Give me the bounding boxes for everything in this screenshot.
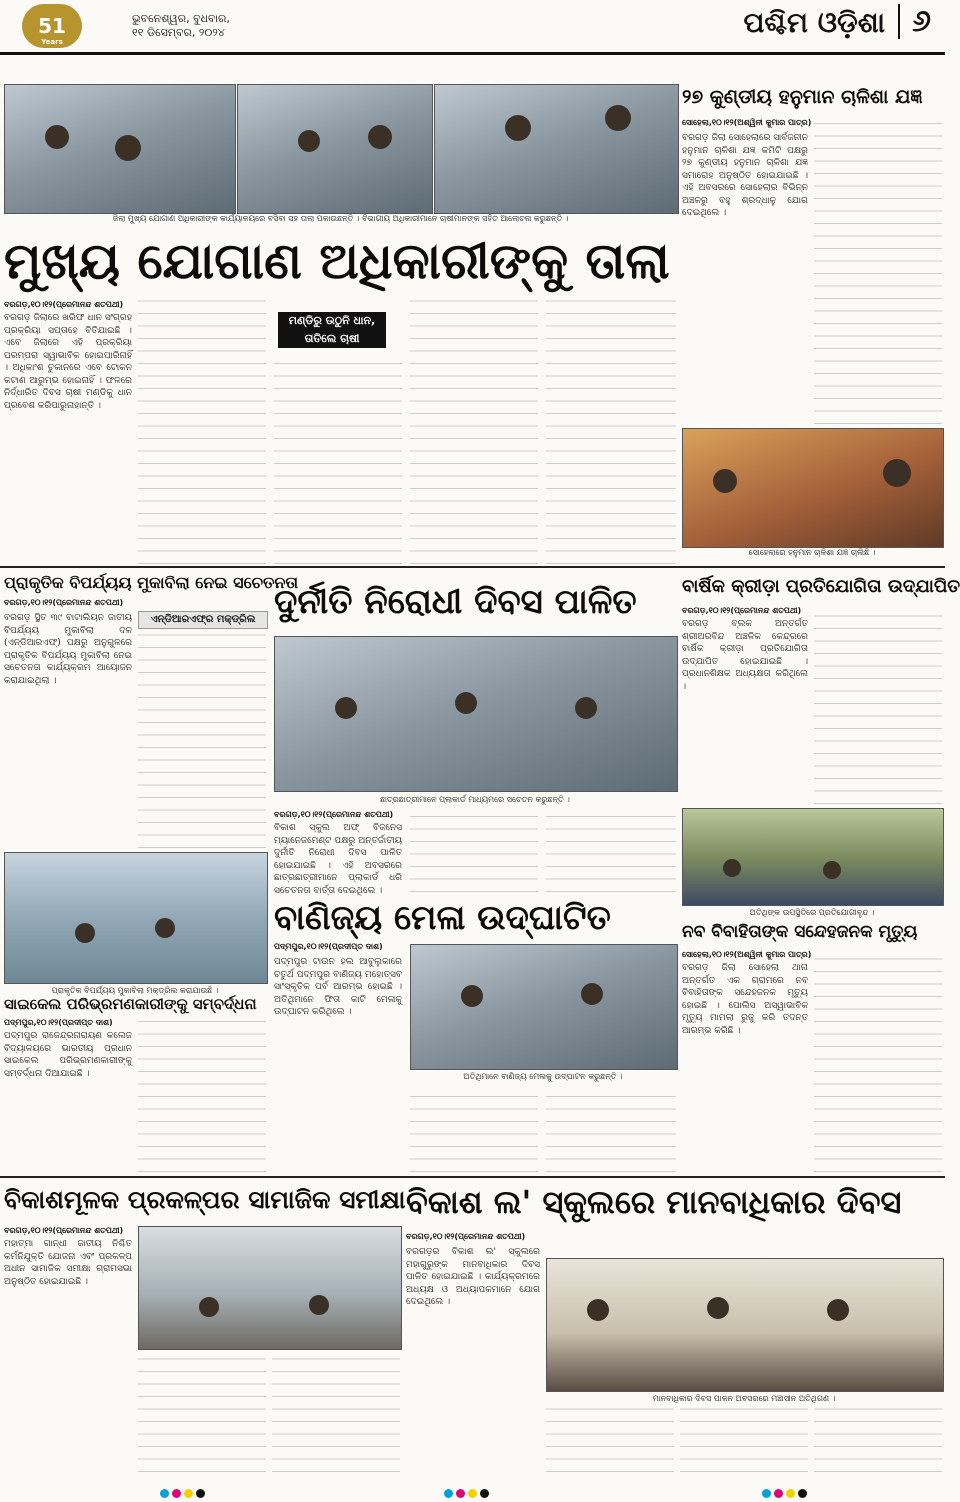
story6-body-col1: ପଦ୍ମପୁର ରାଜେନ୍ଦ୍ରନାରାୟଣ କଲେଜ ବିଦ୍ୟାଳୟରେ ଭାରତୀୟ ପ୍ରଧାନ ସାଇକେଲ ପରିଭ୍ରମଣକାରୀଙ୍କୁ ସମ୍ବର୍ଦ୍ଧନା ଦିଆଯାଇଛି । (4, 1031, 132, 1079)
story2-body-col2 (814, 118, 942, 424)
story2-byline: ସୋହେଲା,୧୦।୧୨(ଅଶ୍ୱିନୀ କୁମାର ପାତ୍ର) (682, 118, 812, 127)
story1-body-col3 (274, 352, 402, 564)
story9-body-col1: ମହାତ୍ମା ଗାନ୍ଧୀ ଜାତୀୟ ନିଶ୍ଚିତ କର୍ମନିଯୁକ୍ତି ଯୋଜନା ଏବଂ ପ୍ରକଳ୍ପ ଅଧୀନ ସାମାଜିକ ସମୀକ୍ଷା ଗ୍ରାମସଭା ଅନୁଷ୍ଠିତ ହୋଇଯାଇଛି । (4, 1239, 132, 1287)
yellow-dot (184, 1489, 193, 1498)
story6-byline: ପଦ୍ମପୁର,୧୦।୧୨(ପ୍ରଦୀପ୍ତ ଦାଶ) (4, 1018, 113, 1027)
story3-body-col1: ବରଗଡ଼ ସ୍ଥିତ ୩୯ ବାଟାଲିୟନ ଜାତୀୟ ବିପର୍ଯ୍ୟୟ ମୁକାବିଲା ଦଳ (ଏନ୍‌ଡିଆରଏଫ୍‌) ପକ୍ଷରୁ ଅନୁଗୁଳରେ ପ୍ରାକୃତିକ ବିପର୍ଯ୍ୟୟ ମୁକାବିଲା ନେଇ ସଚେତନତା କାର୍ଯ୍ୟକ୍ରମ ଆୟୋଜନ କରାଯାଇଥିଲା । (4, 613, 132, 686)
color-dots-3 (762, 1483, 810, 1502)
story3-headline: ପ୍ରାକୃତିକ ବିପର୍ଯ୍ୟୟ ମୁକାବିଲା ନେଇ ସଚେତନତା (4, 573, 299, 592)
story4-caption: ଛାତ୍ରଛାତ୍ରୀମାନେ ପ୍ଲାକାର୍ଡ ମାଧ୍ୟମରେ ସଚେତନ କରୁଛନ୍ତି । (380, 795, 570, 804)
story10-photo (546, 1258, 944, 1392)
story4-photo (274, 636, 678, 792)
story1-photo-1 (4, 84, 236, 214)
cyan-dot (444, 1489, 453, 1498)
dateline (132, 12, 230, 40)
story1-byline: ବରଗଡ଼,୧୦।୧୨(ପ୍ରେମାନନ୍ଦ ଶତପଥୀ) (4, 300, 124, 309)
story6-body-col2 (138, 1018, 266, 1172)
story7-photo (410, 944, 678, 1070)
color-dots-1 (160, 1483, 208, 1502)
story10-body-col4 (814, 1408, 942, 1472)
story7-body-col1: ପଦ୍ମପୁର ଟାଉନ ହଲ ଆବୁଲୁକାରେ ଚତୁର୍ଥ ପଦ୍ମପୁର ବାଣିଜ୍ୟ ମହୋତ୍ସବ ସାଂସ୍କୃତିକ ପର୍ବ ଆରମ୍ଭ ହୋଇଛି । ଅତିଥିମାନେ ଫିତା କାଟି ମେଳାକୁ ଉଦ୍‌ଘାଟନ କରିଥିଲେ । (274, 957, 402, 1017)
story5-body-col1: ବରଗଡ଼ ବ୍ଲକ ଅନ୍ତର୍ଗତ ଶ୍ରୀଅରବିନ୍ଦ ଅଞ୍ଚଳିକ କେନ୍ଦ୍ରରେ ବାର୍ଷିକ କ୍ରୀଡ଼ା ପ୍ରତିଯୋଗିତା ଉଦ୍‌ଯାପିତ ହୋଇଯାଇଛି । ପ୍ରଧାନଶିକ୍ଷକ ଅଧ୍ୟକ୍ଷତା କରିଥିଲେ । (682, 619, 808, 692)
story4-body-col1: ବିକାଶ ସ୍କୁଲ ଅଫ୍ ବିଜନେସ ମ୍ୟାନେଜମେଣ୍ଟ ପକ୍ଷରୁ ଅନ୍ତର୍ଜାତୀୟ ଦୁର୍ନୀତି ନିରୋଧୀ ଦିବସ ପାଳିତ ହୋଇଯାଇଛି । ଏହି ଅବସରରେ ଛାତ୍ରଛାତ୍ରୀମାନେ ପ୍ଲାକାର୍ଡ ଧରି ସଚେତନତା ବାର୍ତ୍ତା ଦେଇଥିଲେ । (274, 823, 402, 896)
cyan-dot (762, 1489, 771, 1498)
magenta-dot (456, 1489, 465, 1498)
story1-body-col2 (138, 300, 266, 564)
story10-body-col1: ବରଗଡ଼ର ବିକାଶ ଲ' ସ୍କୁଲରେ ମହାଗୁରୁଙ୍କ ମାନବାଧିକାର ଦିବସ ପାଳିତ ହୋଇଯାଇଛି । କାର୍ଯ୍ୟକ୍ରମରେ ଅଧ୍ୟକ୍ଷ ଓ ଅଧ୍ୟାପକମାନେ ଯୋଗ ଦେଇଥିଲେ । (406, 1247, 540, 1307)
story2-photo (682, 428, 944, 548)
story9-headline: ବିକାଶମୂଳକ ପ୍ରକଳ୍ପର ସାମାଜିକ ସମୀକ୍ଷା (4, 1185, 406, 1214)
yellow-dot (786, 1489, 795, 1498)
section-title: ପଶ୍ଚିମ ଓଡ଼ିଶା (743, 6, 885, 39)
story2-body-col1: ବରଗଡ଼ ଜିଲା ସୋହେଲାରେ ସାର୍ବଜନୀନ ହନୁମାନ ଚାଳିଶା ଯଜ୍ଞ କମିଟି ପକ୍ଷରୁ ୨୭ କୁଣ୍ଡୀୟ ହନୁମାନ ଚାଳିଶା ଯଜ୍ଞ ସମାରୋହ ଅନୁଷ୍ଠିତ ହୋଇଯାଇଛି । ଏହି ଅବସରରେ ସୋହେଲାର ବିଭିନ୍ନ ଅଞ୍ଚଳରୁ ବହୁ ଶ୍ରଦ୍ଧାଳୁ ଯୋଗ ଦେଇଥିଲେ । (682, 133, 808, 218)
story8-body-col2 (814, 950, 942, 1172)
story10-body-col2 (546, 1408, 674, 1472)
story3-photo (4, 852, 268, 984)
story7-byline: ପଦ୍ମପୁର,୧୦।୧୨(ପ୍ରଦୀପ୍ତ ଦାଶ) (274, 942, 383, 951)
story9-body-col3 (272, 1352, 400, 1472)
story4-headline: ଦୁର୍ନୀତି ନିରୋଧୀ ଦିବସ ପାଳିତ (274, 582, 637, 622)
city-day: ଭୁବନେଶ୍ୱର, ବୁଧବାର, (132, 12, 230, 25)
story1-photo-3 (434, 84, 679, 214)
magenta-dot (172, 1489, 181, 1498)
story6-headline: ସାଇକେଲ ପରିଭ୍ରମଣକାରୀଙ୍କୁ ସମ୍ବର୍ଦ୍ଧନା (4, 995, 257, 1013)
story9-photo (138, 1226, 402, 1350)
story10-headline: ବିକାଶ ଲ' ସ୍କୁଲରେ ମାନବାଧିକାର ଦିବସ (406, 1183, 902, 1221)
black-dot (798, 1489, 807, 1498)
story9-byline: ବରଗଡ଼,୧୦।୧୨(ପ୍ରେମାନନ୍ଦ ଶତପଥୀ) (4, 1226, 124, 1235)
story1-body-col1: ବରଗଡ଼ ଜିଲାରେ ଖରିଫ ଧାନ ସଂଗ୍ରହ ପ୍ରକ୍ରିୟା ସପ୍ତାହେ ବିତିଯାଇଛି । ଏବେ ଜିଲାରେ ଏହି ପ୍ରକ୍ରିୟା ପରମ୍ପରା ସ୍ୱାଭାବିକ ହୋଇପାରିନାହିଁ । ଅଧିକାଂଶ ଚୁକାନରେ ଏବେ ଟୋକନ କଟାଣ ଆରୁମ୍ଭ ହୋଇନାହିଁ । ଫଳରେ ନିର୍ଦ୍ଧାରିତ ଦିବସ ଚାଷୀ ମଣ୍ଡିକୁ ଧାନ ପ୍ରବେଶ କରିପାରୁନାହାନ୍ତି । (4, 313, 132, 411)
story8-byline: ସୋହେଲା,୧୦।୧୨(ଅଶ୍ୱିନୀ କୁମାର ପାତ୍ର) (682, 950, 812, 959)
divider (0, 566, 945, 568)
story7-body-col2 (410, 1086, 538, 1172)
story5-caption: ଅତିଥିଙ୍କ ଉପସ୍ଥିତିରେ ପ୍ରତିଯୋଗୀବୃନ୍ଦ । (749, 908, 875, 917)
story8-headline: ନବ ବିବାହିତାଙ୍କ ସନ୍ଦେହଜନକ ମୃତ୍ୟୁ (682, 922, 918, 942)
color-dots-2 (444, 1483, 492, 1502)
story1-body-col4 (410, 300, 538, 564)
story3-tag: ଏନ୍‌ଡିଆରଏଫ୍‌ର ମକ୍‌ଡ୍ରିଲ (138, 611, 268, 629)
emblem-years: Years (41, 38, 63, 46)
story9-body-col2 (138, 1352, 266, 1472)
emblem-number: 51 (38, 14, 66, 38)
story8-body-col1: ବରଗଡ଼ ଜିଲା ସୋହେଲା ଥାନା ଅନ୍ତର୍ଗତ ଏକ ଗ୍ରାମରେ ନବ ବିବାହିତାଙ୍କ ସନ୍ଦେହଜନକ ମୃତ୍ୟୁ ହୋଇଛି । ପୋଲିସ ଅସ୍ୱାଭାବିକ ମୃତ୍ୟୁ ମାମଲା ରୁଜୁ କରି ତଦନ୍ତ ଆରମ୍ଭ କରିଛି । (682, 963, 808, 1036)
story1-body-col5 (546, 300, 676, 564)
story7-headline: ବାଣିଜ୍ୟ ମେଳା ଉଦ୍‌ଘାଟିତ (274, 898, 611, 938)
magenta-dot (774, 1489, 783, 1498)
story3-caption: ପ୍ରାକୃତିକ ବିପର୍ଯ୍ୟୟ ମୁକାବିଲା ମକ୍‌ଡ୍ରିଲ କରାଯାଉଛି । (51, 986, 219, 995)
story1-pullout: ମଣ୍ଡିରୁ ଉଠୁନି ଧାନ, ତାତିଲେ ଚାଷୀ (278, 312, 386, 348)
anniversary-emblem (22, 4, 82, 48)
issue-date: ୧୧ ଡିସେମ୍ବର, ୨୦୨୪ (132, 26, 225, 39)
print-registration-footer (0, 1476, 945, 1498)
cyan-dot (160, 1489, 169, 1498)
story4-byline: ବରଗଡ଼,୧୦।୧୨(ପ୍ରେମାନନ୍ଦ ଶତପଥୀ) (274, 810, 394, 819)
story1-headline: ମୁଖ୍ୟ ଯୋଗାଣ ଅଧିକାରୀଙ୍କୁ ତାଲା (4, 232, 670, 290)
story3-body-col2 (138, 630, 266, 848)
story1-caption: ଜିଲା ମୁଖ୍ୟ ଯୋଗାଣ ଅଧିକାରୀଙ୍କ କାର୍ଯ୍ୟାଳୟରେ ବସିବା ସହ ତାଲା ପକାଉଛନ୍ତି । ବିଭାଗୀୟ ଅଧିକାରୀମାନେ ଚାଷୀମାନଙ୍କ ସହିତ ଆଲୋଚନା କରୁଛନ୍ତି । (112, 214, 569, 223)
black-dot (196, 1489, 205, 1498)
story7-body-col3 (546, 1086, 676, 1172)
story5-body-col2 (814, 606, 942, 804)
story3-byline: ବରଗଡ଼,୧୦।୧୨(ପ୍ରେମାନନ୍ଦ ଶତପଥୀ) (4, 598, 124, 607)
story4-body-col3 (546, 810, 676, 892)
story2-headline: ୨୭ କୁଣ୍ଡୀୟ ହନୁମାନ ଚାଳିଶା ଯଜ୍ଞ (682, 86, 923, 108)
story7-caption: ଅତିଥିମାନେ ବାଣିଜ୍ୟ ମେଳାକୁ ଉଦ୍‌ଘାଟନ କରୁଛନ୍ତି । (463, 1072, 623, 1081)
story5-byline: ବରଗଡ଼,୧୦।୧୨(ପ୍ରେମାନନ୍ଦ ଶତପଥୀ) (682, 606, 802, 615)
story1-photo-2 (237, 84, 433, 214)
story10-body-col3 (680, 1408, 808, 1472)
story2-caption: ସୋହେଲାରେ ହନୁମାନ ଚାଳିଶା ଯଜ୍ଞ ଚାଲିଛି । (748, 548, 876, 557)
story5-photo (682, 808, 944, 906)
page-number: ୬ (898, 4, 931, 39)
black-dot (480, 1489, 489, 1498)
story10-caption: ମାନବାଧିକାର ଦିବସ ପାଳନ ଅବସରରେ ମଞ୍ଚାସୀନ ଅତିଥିଗଣ । (652, 1394, 836, 1403)
masthead (0, 0, 945, 55)
story4-body-col2 (410, 810, 538, 892)
story10-byline: ବରଗଡ଼,୧୦।୧୨(ପ୍ରେମାନନ୍ଦ ଶତପଥୀ) (406, 1232, 526, 1241)
yellow-dot (468, 1489, 477, 1498)
story5-headline: ବାର୍ଷିକ କ୍ରୀଡ଼ା ପ୍ରତିଯୋଗିତା ଉଦ୍‌ଯାପିତ (682, 576, 960, 597)
